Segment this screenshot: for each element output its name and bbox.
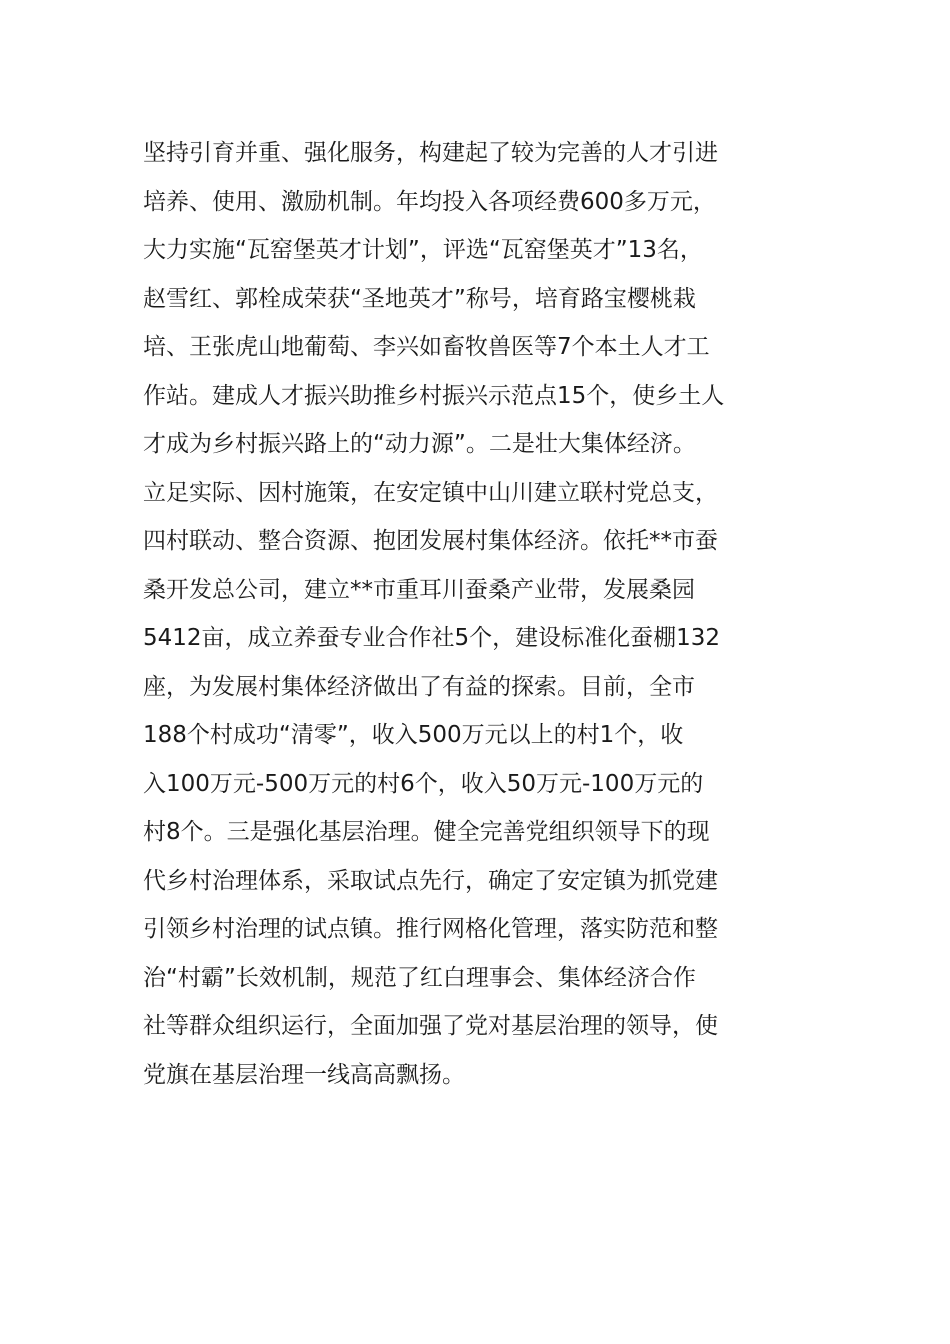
text-line: 培、王张虎山地葡萄、李兴如畜牧兽医等7个本土人才工 [143, 334, 710, 360]
text-line: 座，为发展村集体经济做出了有益的探索。目前，全市 [143, 673, 695, 700]
text-line: 代乡村治理体系，采取试点先行，确定了安定镇为抓党建 [143, 867, 718, 894]
text-line: 才成为乡村振兴路上的“动力源”。二是壮大集体经济。 [143, 431, 696, 457]
text-line: 5412亩，成立养蚕专业合作社5个，建设标准化蚕棚132 [143, 625, 721, 651]
text-line: 桑开发总公司，建立**市重耳川蚕桑产业带，发展桑园 [143, 576, 695, 603]
text-line: 大力实施“瓦窑堡英才计划”，评选“瓦窑堡英才”13名， [143, 237, 703, 263]
text-line: 培养、使用、激励机制。年均投入各项经费600多万元， [143, 188, 716, 215]
text-line: 188个村成功“清零”，收入500万元以上的村1个，收 [143, 722, 684, 748]
body-paragraph [143, 129, 843, 1099]
text-line: 引领乡村治理的试点镇。推行网格化管理，落实防范和整 [143, 916, 718, 942]
text-line: 党旗在基层治理一线高高飘扬。 [143, 1061, 465, 1088]
text-line: 村8个。三是强化基层治理。健全完善党组织领导下的现 [143, 819, 710, 845]
text-line: 坚持引育并重、强化服务，构建起了较为完善的人才引进 [143, 140, 718, 166]
text-line: 入100万元-500万元的村6个，收入50万元-100万元的 [143, 770, 704, 797]
text-line: 立足实际、因村施策，在安定镇中山川建立联村党总支， [143, 479, 718, 506]
text-line: 作站。建成人才振兴助推乡村振兴示范点15个，使乡土人 [143, 382, 725, 409]
text-line: 四村联动、整合资源、抱团发展村集体经济。依托**市蚕 [143, 528, 718, 554]
text-line: 赵雪红、郭栓成荣获“圣地英才”称号，培育路宝樱桃栽 [143, 285, 696, 312]
text-line: 治“村霸”长效机制，规范了红白理事会、集体经济合作 [143, 964, 696, 991]
text-line: 社等群众组织运行，全面加强了党对基层治理的领导，使 [143, 1013, 718, 1039]
